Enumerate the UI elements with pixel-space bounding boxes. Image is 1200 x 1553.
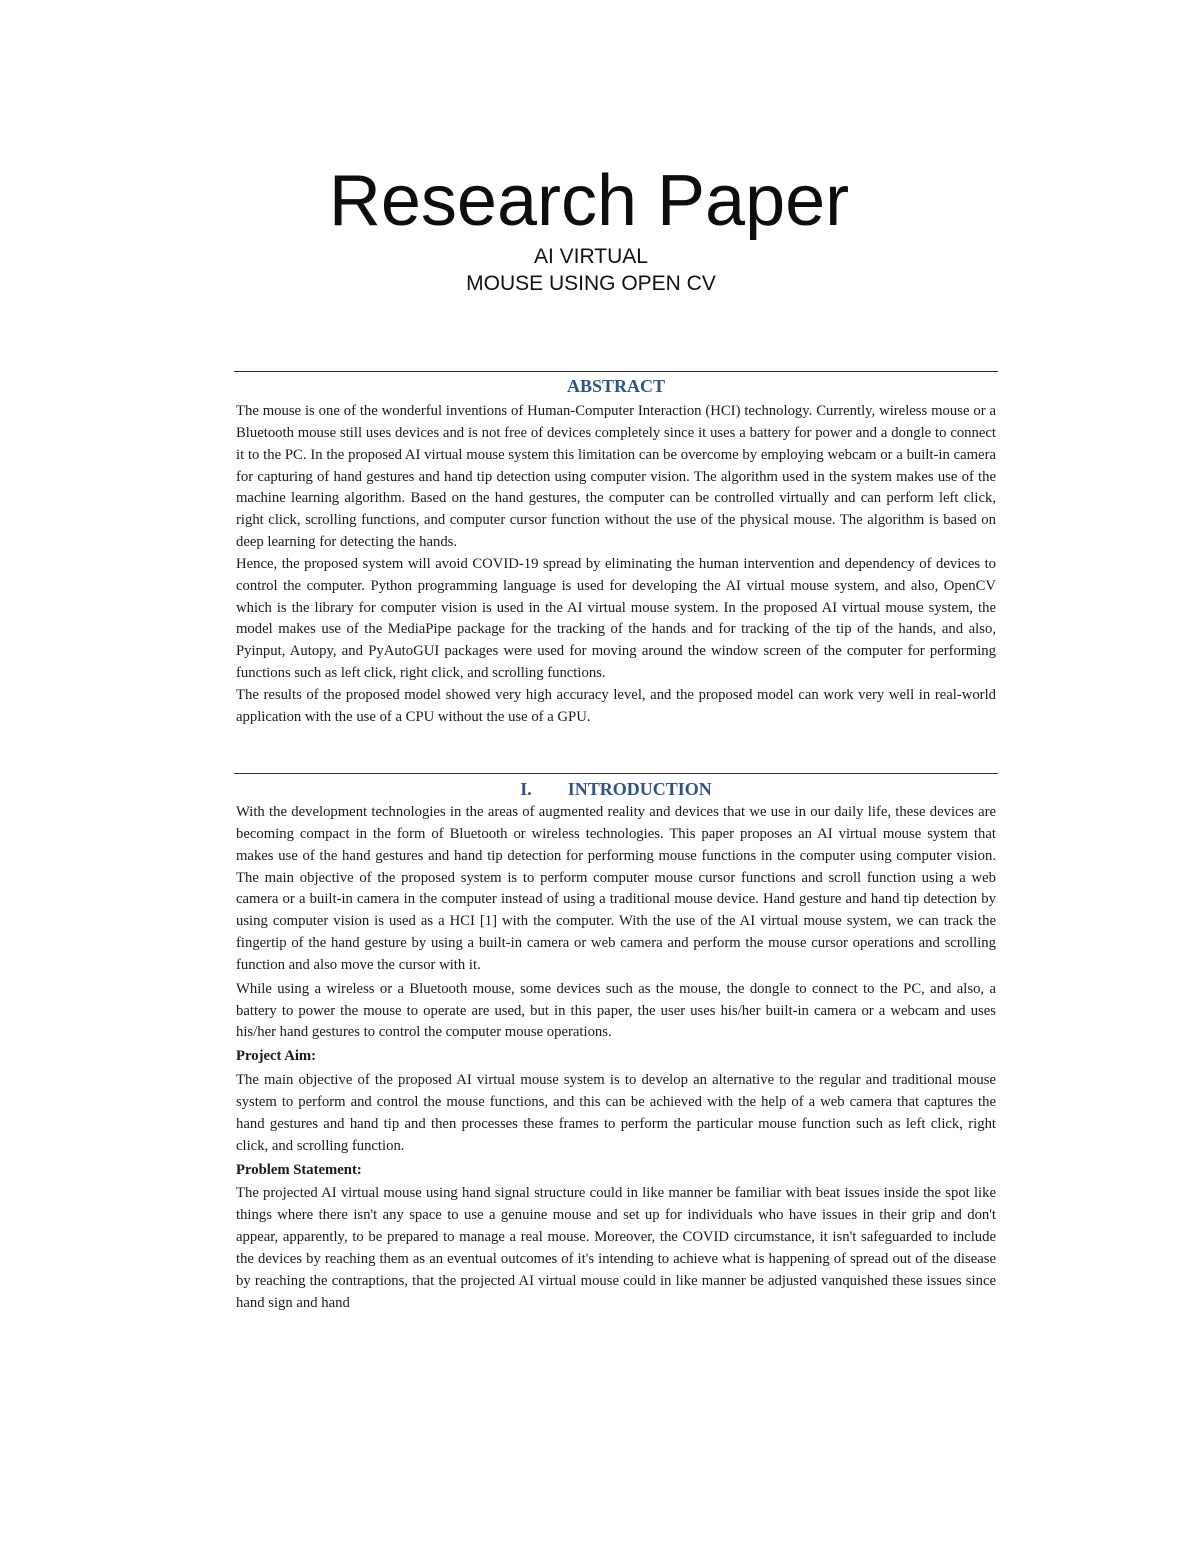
project-aim-text: The main objective of the proposed AI virtual mouse system is to develop an alternative to the regular and traditional mouse system to perform and control the mouse functions, and this can be achieved with the help of a web camera that captures the hand gestures and hand tip and then processes these frames to perform the particular mouse function such as left click, right click, and scrolling function. xyxy=(236,1072,996,1154)
section-title: INTRODUCTION xyxy=(567,779,712,799)
introduction-body xyxy=(236,802,996,1314)
abstract-paragraph: The mouse is one of the wonderful inventions of Human-Computer Interaction (HCI) technology. Currently, wireless mouse or a Bluetooth mouse still uses devices and is not free of devices completely since it uses a battery for power and a dongle to connect it to the PC. In the proposed AI virtual mouse system this limitation can be overcome by employing webcam or a built-in camera for capturing of hand gestures and hand tip detection using computer vision. The algorithm used in the system makes use of the machine learning algorithm. Based on the hand gestures, the computer can be controlled virtually and can perform left click, right click, scrolling functions, and computer cursor function without the use of the physical mouse. The algorithm is based on deep learning for detecting the hands. xyxy=(236,403,996,551)
abstract-paragraph: Hence, the proposed system will avoid COVID-19 spread by eliminating the human intervention and dependency of devices to control the computer. Python programming language is used for developing the AI virtual mouse system, and also, OpenCV which is the library for computer vision is used in the AI virtual mouse system. In the proposed AI virtual mouse system, the model makes use of the MediaPipe package for the tracking of the hands and for tracking of the tip of the hands, and also, Pyinput, Autopy, and PyAutoGUI packages were used for moving around the window screen of the computer for performing functions such as left click, right click, and scrolling functions. xyxy=(236,555,996,682)
problem-statement-heading: Problem Statement: xyxy=(236,1161,362,1178)
abstract-paragraph: The results of the proposed model showed very high accuracy level, and the proposed model can work very well in real-world application with the use of a CPU without the use of a GPU. xyxy=(236,686,996,725)
introduction-heading xyxy=(234,779,998,800)
problem-statement-text: The projected AI virtual mouse using hand signal structure could in like manner be familiar with beat issues inside the spot like things where there isn't any space to use a genuine mouse and set up for individuals who have issues in their grip and don't appear, apparently, to be prepared to manage a real mouse. Moreover, the COVID circumstance, it isn't safeguarded to include the devices by reaching them as an eventual outcomes of it's intending to achieve what is happening of spread out of the disease by reaching the contraptions, that the projected AI virtual mouse could in like manner be adjusted vanquished these issues since hand sign and hand xyxy=(236,1185,996,1311)
abstract-top-rule xyxy=(234,371,998,372)
abstract-bottom-rule xyxy=(234,773,998,774)
project-aim-heading: Project Aim: xyxy=(236,1048,317,1065)
abstract-body xyxy=(236,401,996,729)
introduction-paragraph: While using a wireless or a Bluetooth mouse, some devices such as the mouse, the dongle to connect to the PC, and also, a battery to power the mouse to operate are used, but in this paper, the user uses his/her built-in camera or a webcam and uses his/her hand gestures to control the computer mouse operations. xyxy=(236,980,996,1041)
paper-subtitle-line1: AI VIRTUAL xyxy=(534,245,648,268)
paper-title: Research Paper xyxy=(328,161,850,241)
introduction-paragraph: With the development technologies in the areas of augmented reality and devices that we use in our daily life, these devices are becoming compact in the form of Bluetooth or wireless technologies. This paper proposes an AI virtual mouse system that makes use of the hand gestures and hand tip detection for performing mouse functions in the computer using computer vision. The main objective of the proposed system is to perform computer mouse cursor functions and scroll function using a web camera or a built-in camera in the computer instead of using a traditional mouse device. Hand gesture and hand tip detection by using computer vision is used as a HCI [1] with the computer. With the use of the AI virtual mouse system, we can track the fingertip of the hand gesture by using a built-in camera or web camera and perform the mouse cursor operations and scrolling function and also move the cursor with it. xyxy=(236,804,996,973)
section-number: I. xyxy=(520,779,532,799)
abstract-heading: ABSTRACT xyxy=(566,376,666,396)
paper-subtitle-line2: MOUSE USING OPEN CV xyxy=(466,272,716,295)
